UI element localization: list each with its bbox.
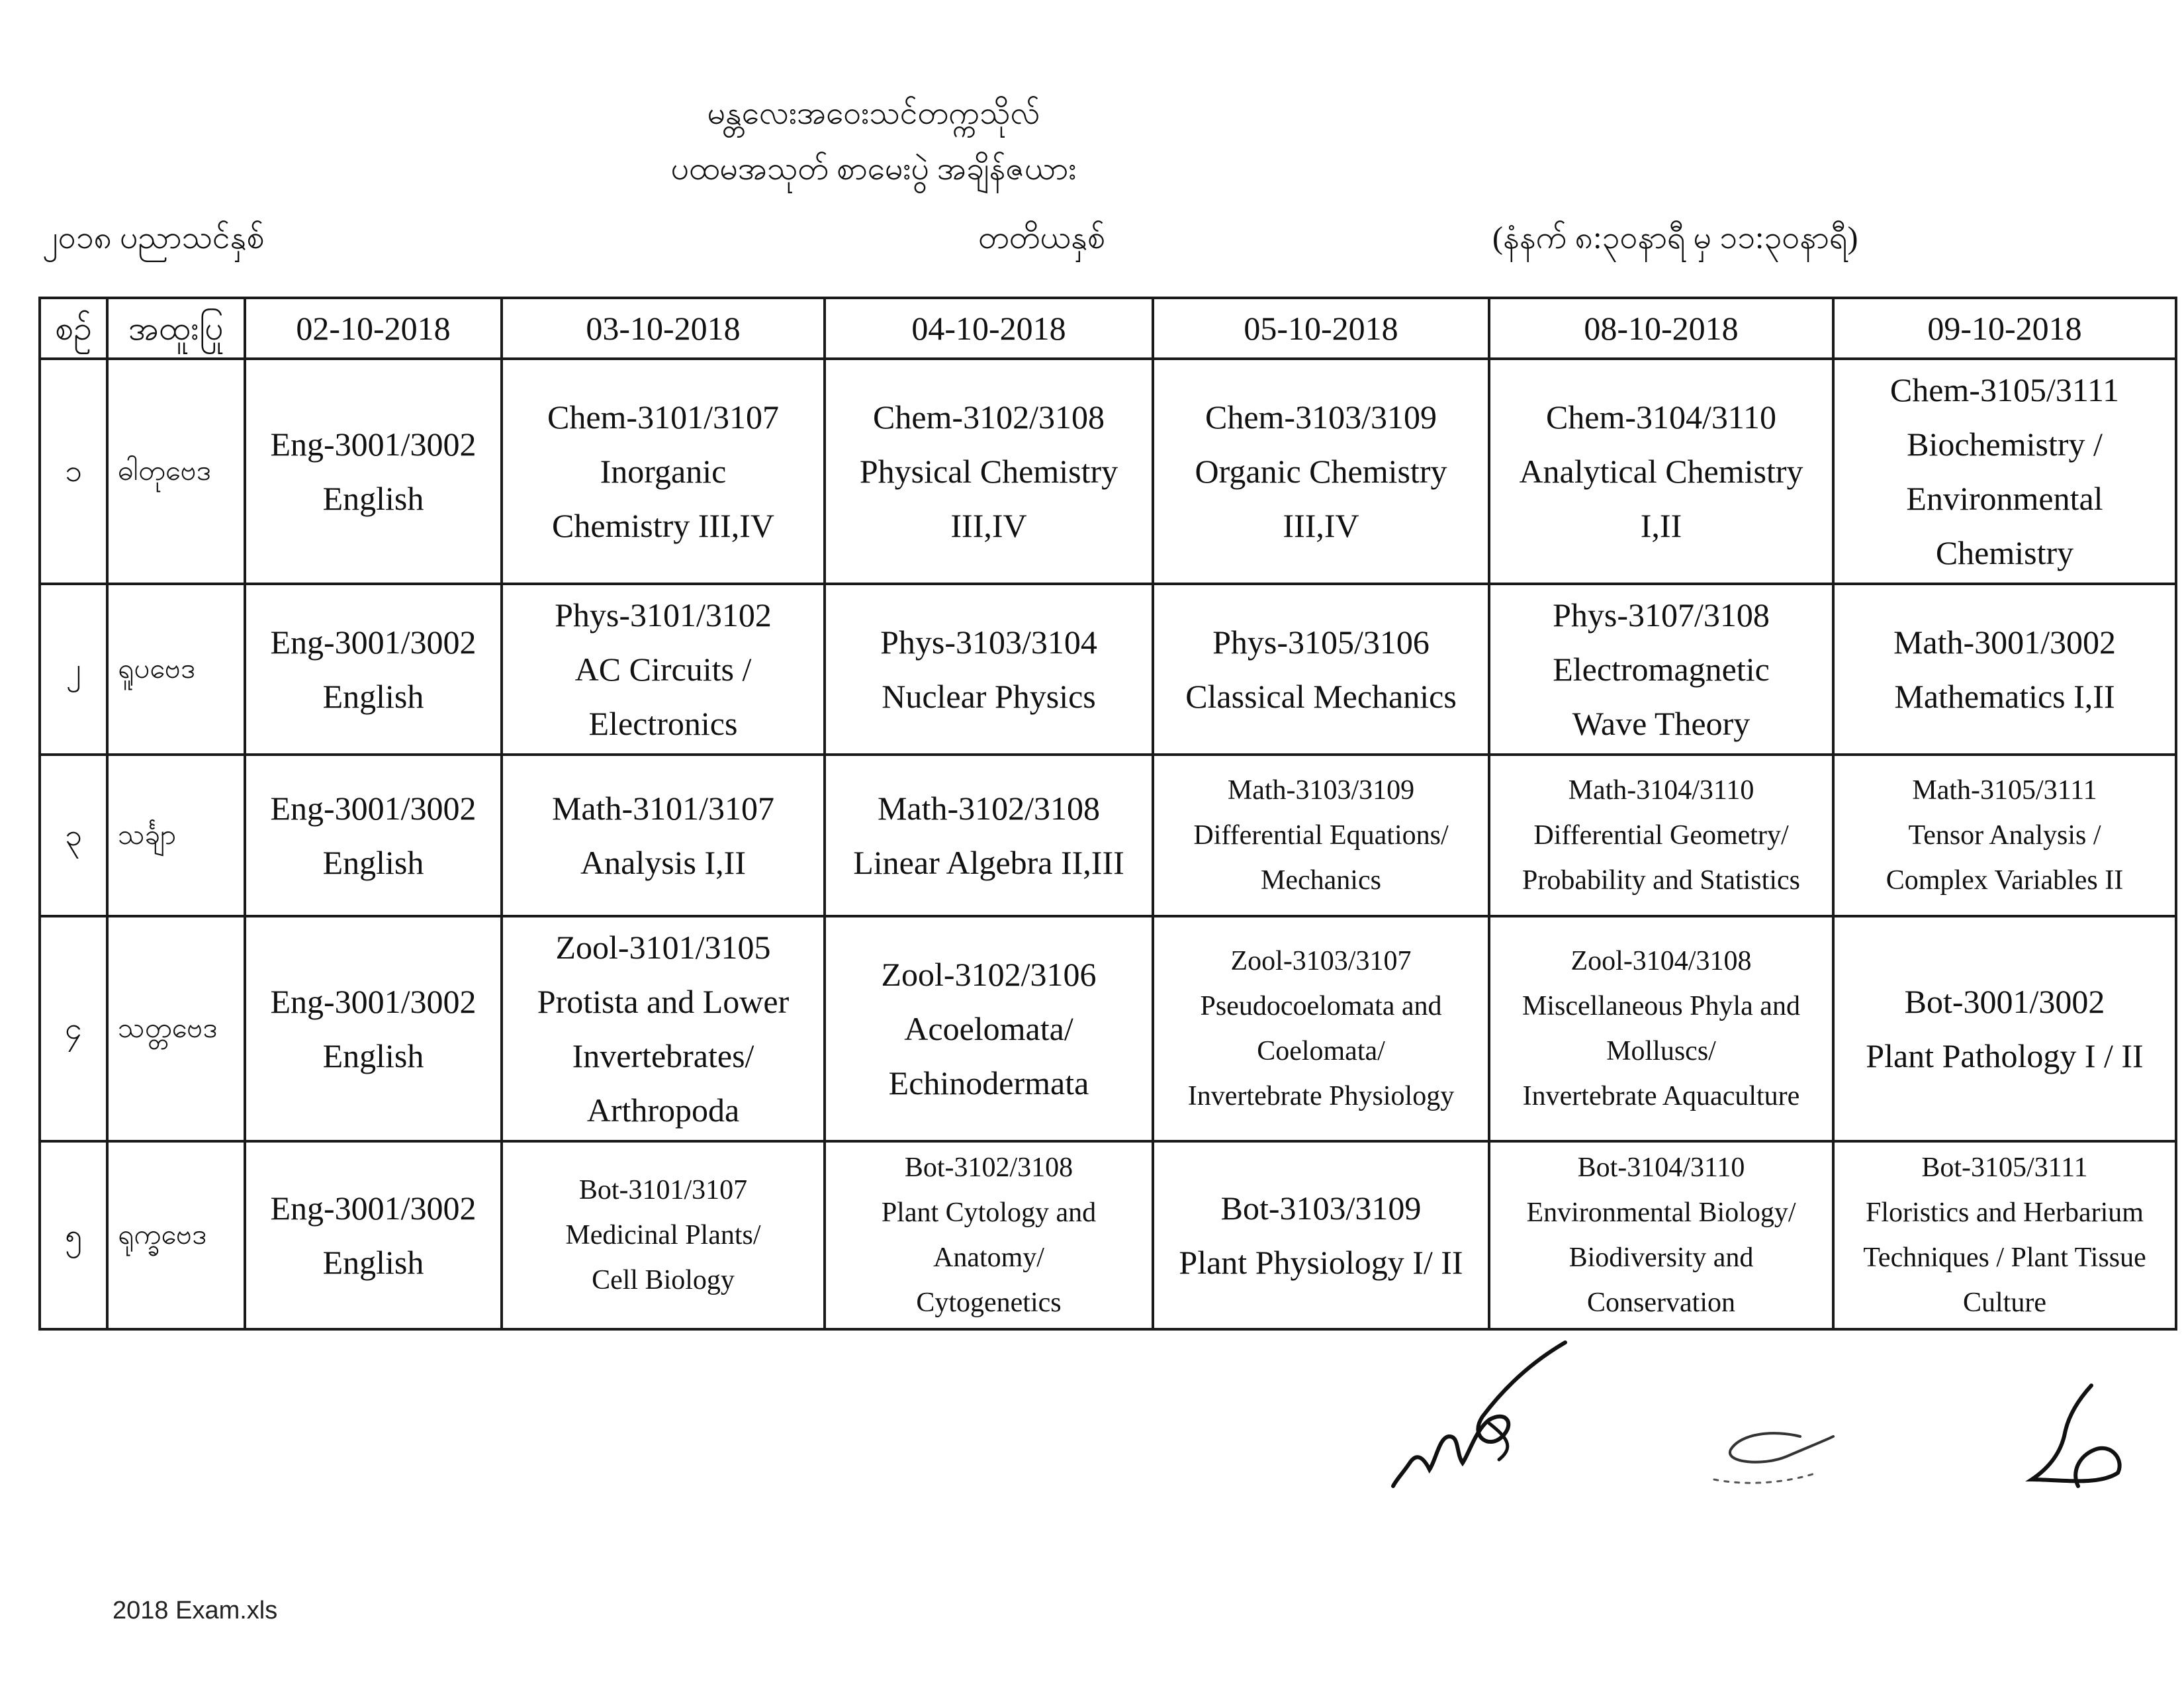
course-title-line: III,IV — [1283, 507, 1359, 544]
table-header-row — [40, 298, 2176, 359]
course-code: Eng-3001/3002 — [270, 426, 477, 463]
course-code: Bot-3001/3002 — [1904, 983, 2105, 1020]
course-code: Eng-3001/3002 — [270, 790, 477, 827]
exam-cell — [1489, 359, 1833, 584]
course-title-line: Wave Theory — [1572, 705, 1751, 742]
course-code: Math-3104/3110 — [1568, 775, 1754, 806]
exam-cell — [245, 1141, 502, 1329]
course-title-line: Floristics and Herbarium — [1866, 1197, 2144, 1228]
course-title-line: Electromagnetic — [1553, 651, 1770, 688]
column-header-date: 04-10-2018 — [825, 298, 1153, 359]
course-code: Bot-3103/3109 — [1220, 1190, 1422, 1227]
course-title-line: Invertebrates/ — [572, 1037, 754, 1074]
course-code: Bot-3102/3108 — [904, 1152, 1073, 1183]
course-title-line: AC Circuits / — [574, 651, 752, 688]
course-title-line: Differential Equations/ — [1193, 820, 1449, 851]
course-title-line: Linear Algebra II,III — [853, 844, 1124, 881]
column-header-no: စဉ် — [40, 298, 107, 359]
exam-cell — [1489, 916, 1833, 1141]
course-title-line: Biodiversity and — [1569, 1243, 1754, 1273]
course-title-line: Tensor Analysis / — [1908, 820, 2101, 851]
course-code: Bot-3105/3111 — [1921, 1152, 2088, 1183]
course-title-line: Analysis I,II — [580, 844, 746, 881]
major-subject: သင်္ချာ — [107, 755, 245, 916]
exam-cell — [1833, 584, 2176, 755]
exam-cell — [245, 359, 502, 584]
institution-name: မန္တလေးအဝေးသင်တက္ကသိုလ် — [707, 96, 1040, 131]
course-title-line: Classical Mechanics — [1185, 678, 1457, 715]
course-title-line: I,II — [1640, 507, 1682, 544]
exam-cell — [1153, 1141, 1489, 1329]
exam-cell — [1489, 1141, 1833, 1329]
course-title-line: Probability and Statistics — [1522, 865, 1800, 896]
course-title-line: Coelomata/ — [1257, 1036, 1385, 1066]
table-row — [40, 359, 2176, 584]
signature-mark — [1390, 1337, 1575, 1489]
course-code: Bot-3101/3107 — [578, 1175, 748, 1205]
course-title-line: Invertebrate Aquaculture — [1522, 1081, 1800, 1111]
course-title-line: Protista and Lower — [537, 983, 790, 1020]
signature-mark — [1701, 1417, 1846, 1489]
column-header-date: 09-10-2018 — [1833, 298, 2176, 359]
course-title-line: Plant Physiology I/ II — [1179, 1244, 1463, 1281]
row-number: ၂ — [40, 584, 107, 755]
exam-cell — [1833, 755, 2176, 916]
course-code: Phys-3103/3104 — [880, 624, 1097, 661]
course-title-line: Invertebrate Physiology — [1187, 1081, 1455, 1111]
course-title-line: English — [322, 480, 424, 517]
document-title — [0, 86, 1747, 197]
course-title-line: Mechanics — [1261, 865, 1381, 896]
course-title-line: Chemistry III,IV — [551, 507, 775, 544]
course-title-line: Environmental Biology/ — [1526, 1197, 1796, 1228]
course-code: Chem-3103/3109 — [1205, 399, 1437, 436]
exam-cell — [825, 916, 1153, 1141]
course-title-line: English — [322, 1037, 424, 1074]
course-title-line: Nuclear Physics — [882, 678, 1096, 715]
exam-cell — [245, 755, 502, 916]
course-title-line: Arthropoda — [586, 1092, 740, 1129]
course-title-line: III,IV — [950, 507, 1027, 544]
exam-cell — [1833, 916, 2176, 1141]
column-header-date: 02-10-2018 — [245, 298, 502, 359]
course-code: Chem-3104/3110 — [1545, 399, 1777, 436]
exam-cell — [1153, 755, 1489, 916]
exam-cell — [825, 584, 1153, 755]
exam-cell — [1153, 359, 1489, 584]
schedule-title: ပထမအသုတ် စာမေးပွဲ အချိန်ဇယား — [670, 152, 1077, 187]
course-title-line: Analytical Chemistry — [1519, 453, 1803, 490]
major-subject: ဓါတုဗေဒ — [107, 359, 245, 584]
course-title-line: Acoelomata/ — [904, 1010, 1073, 1047]
course-title-line: Chemistry — [1935, 534, 2074, 571]
major-subject: ရူပဗေဒ — [107, 584, 245, 755]
course-title-line: Miscellaneous Phyla and — [1522, 991, 1800, 1021]
column-header-date: 03-10-2018 — [502, 298, 825, 359]
exam-cell — [502, 1141, 825, 1329]
course-title-line: Organic Chemistry — [1195, 453, 1447, 490]
course-code: Eng-3001/3002 — [270, 1190, 477, 1227]
exam-cell — [245, 916, 502, 1141]
exam-cell — [502, 584, 825, 755]
course-code: Math-3001/3002 — [1893, 624, 2116, 661]
course-title-line: English — [322, 844, 424, 881]
course-code: Chem-3105/3111 — [1889, 371, 2120, 408]
course-code: Eng-3001/3002 — [270, 624, 477, 661]
course-title-line: Environmental — [1906, 480, 2103, 517]
table-body — [40, 359, 2176, 1329]
course-title-line: Medicinal Plants/ — [565, 1220, 761, 1250]
course-code: Eng-3001/3002 — [270, 983, 477, 1020]
course-code: Phys-3107/3108 — [1553, 596, 1770, 633]
major-subject: ရုက္ခဗေဒ — [107, 1141, 245, 1329]
course-code: Math-3102/3108 — [877, 790, 1101, 827]
academic-year: ၂၀၁၈ ပညာသင်နှစ် — [42, 220, 265, 256]
course-title-line: Conservation — [1587, 1288, 1735, 1318]
course-code: Chem-3102/3108 — [873, 399, 1105, 436]
exam-cell — [502, 755, 825, 916]
table-row — [40, 755, 2176, 916]
course-code: Phys-3105/3106 — [1212, 624, 1430, 661]
course-title-line: Cell Biology — [592, 1265, 735, 1295]
course-title-line: Electronics — [588, 705, 738, 742]
course-title-line: Pseudocoelomata and — [1200, 991, 1442, 1021]
table-row — [40, 1141, 2176, 1329]
course-code: Zool-3101/3105 — [555, 929, 771, 966]
course-code: Zool-3104/3108 — [1570, 946, 1752, 976]
course-title-line: Biochemistry / — [1907, 426, 2103, 463]
column-header-date: 05-10-2018 — [1153, 298, 1489, 359]
course-title-line: Physical Chemistry — [859, 453, 1118, 490]
course-title-line: English — [322, 678, 424, 715]
exam-cell — [825, 359, 1153, 584]
course-title-line: Molluscs/ — [1606, 1036, 1716, 1066]
exam-cell — [1833, 359, 2176, 584]
course-code: Chem-3101/3107 — [547, 399, 779, 436]
exam-cell — [245, 584, 502, 755]
course-code: Zool-3102/3106 — [881, 956, 1097, 993]
row-number: ၄ — [40, 916, 107, 1141]
course-title-line: Differential Geometry/ — [1533, 820, 1789, 851]
exam-cell — [1489, 584, 1833, 755]
year-level: တတိယနှစ် — [978, 220, 1105, 256]
course-title-line: Plant Pathology I / II — [1866, 1037, 2144, 1074]
course-code: Math-3101/3107 — [551, 790, 775, 827]
row-number: ၅ — [40, 1141, 107, 1329]
exam-cell — [1833, 1141, 2176, 1329]
exam-cell — [1153, 584, 1489, 755]
major-subject: သတ္တဗေဒ — [107, 916, 245, 1141]
exam-cell — [502, 916, 825, 1141]
column-header-major: အထူးပြု — [107, 298, 245, 359]
table-row — [40, 584, 2176, 755]
file-name-footer: 2018 Exam.xls — [113, 1597, 278, 1624]
course-code: Phys-3101/3102 — [555, 596, 772, 633]
course-title-line: Mathematics I,II — [1894, 678, 2115, 715]
exam-cell — [825, 1141, 1153, 1329]
row-number: ၃ — [40, 755, 107, 916]
course-title-line: Inorganic — [600, 453, 727, 490]
course-code: Math-3105/3111 — [1912, 775, 2097, 806]
course-code: Bot-3104/3110 — [1577, 1152, 1745, 1183]
column-header-date: 08-10-2018 — [1489, 298, 1833, 359]
course-title-line: Complex Variables II — [1886, 865, 2124, 896]
signature-mark — [2012, 1380, 2131, 1493]
exam-time: (နံနက် ၈:၃၀နာရီ မှ ၁၁:၃၀နာရီ) — [1492, 220, 1858, 256]
course-title-line: Echinodermata — [888, 1064, 1089, 1102]
course-title-line: Techniques / Plant Tissue — [1863, 1243, 2146, 1273]
row-number: ၁ — [40, 359, 107, 584]
course-code: Zool-3103/3107 — [1230, 946, 1412, 976]
exam-cell — [502, 359, 825, 584]
exam-cell — [825, 755, 1153, 916]
course-title-line: Culture — [1963, 1288, 2046, 1318]
table-row — [40, 916, 2176, 1141]
course-title-line: Cytogenetics — [916, 1288, 1062, 1318]
course-title-line: English — [322, 1244, 424, 1281]
course-title-line: Plant Cytology and — [881, 1197, 1097, 1228]
course-title-line: Anatomy/ — [933, 1243, 1044, 1273]
exam-cell — [1153, 916, 1489, 1141]
course-code: Math-3103/3109 — [1227, 775, 1415, 806]
exam-schedule-table — [38, 297, 2177, 1331]
exam-cell — [1489, 755, 1833, 916]
